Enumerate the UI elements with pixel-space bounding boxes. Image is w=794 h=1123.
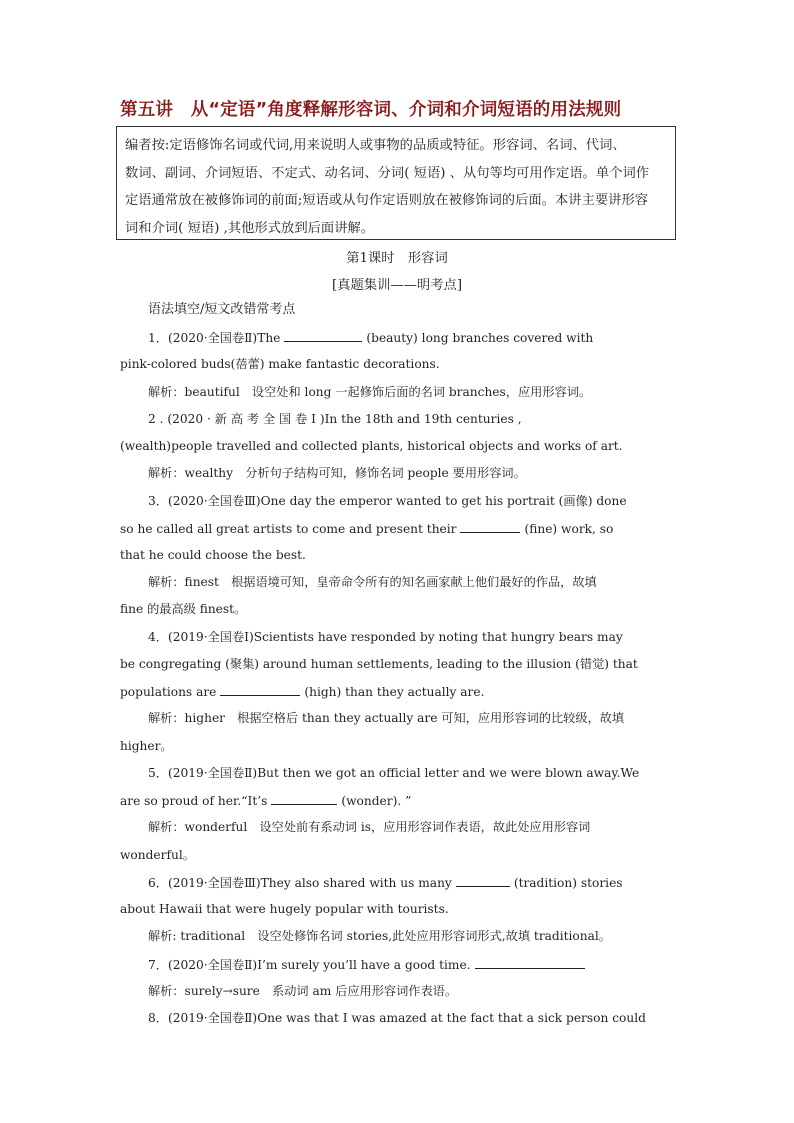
- answer-4-line-1: 解析：higher 根据空格后 than they actually are 可知，应用形容词的比较级，故填: [148, 711, 625, 725]
- question-2-line-1: 2 . (2020 · 新 高 考 全 国 卷 Ⅰ )In the 18th and 19th centuries ,: [148, 412, 522, 426]
- answer-blank[interactable]: [460, 520, 520, 533]
- question-3-end: (fine) work, so: [524, 522, 614, 536]
- answer-blank[interactable]: [456, 874, 510, 887]
- question-3-line-2: [120, 520, 613, 537]
- question-4-line-1: 4．(2019·全国卷Ⅰ)Scientists have responded by noting that hungry bears may: [148, 630, 623, 644]
- editor-note-box: [116, 126, 676, 240]
- answer-1: 解析：beautiful 设空处和 long 一起修饰后面的名词 branches，应用形容词。: [148, 385, 592, 399]
- question-4-line-3: [120, 683, 484, 700]
- question-4-end: (high) than they actually are.: [304, 685, 485, 699]
- question-6-end: (tradition) stories: [513, 876, 623, 890]
- answer-4-line-2: higher。: [120, 739, 173, 753]
- question-6-start: 6．(2019·全国卷Ⅲ)They also shared with us many: [148, 876, 452, 890]
- question-3-start: so he called all great artists to come and present their: [120, 522, 457, 536]
- note-line: 编者按:定语修饰名词或代词,用来说明人或事物的品质或特征。形容词、名词、代词、: [125, 138, 626, 153]
- question-5-line-2: [120, 792, 411, 809]
- answer-blank[interactable]: [284, 329, 362, 342]
- question-5-start: are so proud of her.“It’s: [120, 794, 268, 808]
- answer-blank[interactable]: [220, 683, 300, 696]
- question-5-end: (wonder). ”: [341, 794, 412, 808]
- question-3-line-1: 3．(2020·全国卷Ⅲ)One day the emperor wanted to get his portrait (画像) done: [148, 494, 627, 508]
- question-1-end: (beauty) long branches covered with: [366, 331, 594, 345]
- lesson-heading: 第1课时 形容词: [346, 251, 448, 266]
- question-3-line-3: that he could choose the best.: [120, 548, 306, 562]
- question-6-line-1: [148, 874, 623, 891]
- answer-2: 解析：wealthy 分析句子结构可知，修饰名词 people 要用形容词。: [148, 466, 526, 480]
- question-6-line-2: about Hawaii that were hugely popular with tourists.: [120, 902, 449, 916]
- question-7-text: 7．(2020·全国卷Ⅱ)I’m surely you’ll have a good time.: [148, 958, 471, 972]
- answer-6: 解析: traditional 设空处修饰名词 stories,此处应用形容词形式,故填 traditional。: [148, 929, 611, 943]
- question-1-start: 1．(2020·全国卷Ⅱ)The: [148, 331, 281, 345]
- subsection-heading: 语法填空/短文改错常考点: [148, 302, 296, 317]
- note-line: 定语通常放在被修饰词的前面;短语或从句作定语则放在被修饰词的后面。本讲主要讲形容: [125, 193, 649, 208]
- section-heading: [真题集训——明考点]: [331, 278, 463, 293]
- question-4-line-2: be congregating (聚集) around human settlements, leading to the illusion (错觉) that: [120, 657, 638, 671]
- answer-blank[interactable]: [271, 792, 337, 805]
- lecture-title: 第五讲 从“定语”角度释解形容词、介词和介词短语的用法规则: [120, 100, 622, 120]
- answer-7: 解析：surely→sure 系动词 am 后应用形容词作表语。: [148, 984, 458, 998]
- answer-blank[interactable]: [475, 956, 585, 969]
- question-2-line-2: (wealth)people travelled and collected plants, historical objects and works of art.: [120, 439, 623, 453]
- note-line: 数词、副词、介词短语、不定式、动名词、分词( 短语) 、从句等均可用作定语。单个词作: [125, 165, 650, 181]
- question-7-line-1: [148, 956, 589, 973]
- question-1-line-1: [148, 329, 593, 346]
- answer-5-line-2: wonderful。: [120, 848, 195, 862]
- answer-5-line-1: 解析：wonderful 设空处前有系动词 is，应用形容词作表语，故此处应用形容词: [148, 820, 591, 834]
- question-4-start: populations are: [120, 685, 217, 699]
- question-1-line-2: pink-colored buds(蓓蕾) make fantastic decorations.: [120, 357, 440, 371]
- question-8-line-1: 8．(2019·全国卷Ⅱ)One was that I was amazed at the fact that a sick person could: [148, 1011, 646, 1025]
- question-5-line-1: 5．(2019·全国卷Ⅱ)But then we got an official letter and we were blown away.We: [148, 766, 640, 780]
- answer-3-line-2: fine 的最高级 finest。: [120, 602, 247, 616]
- answer-3-line-1: 解析：finest 根据语境可知，皇帝命令所有的知名画家献上他们最好的作品，故填: [148, 575, 597, 589]
- note-line: 词和介词( 短语) ,其他形式放到后面讲解。: [125, 220, 375, 236]
